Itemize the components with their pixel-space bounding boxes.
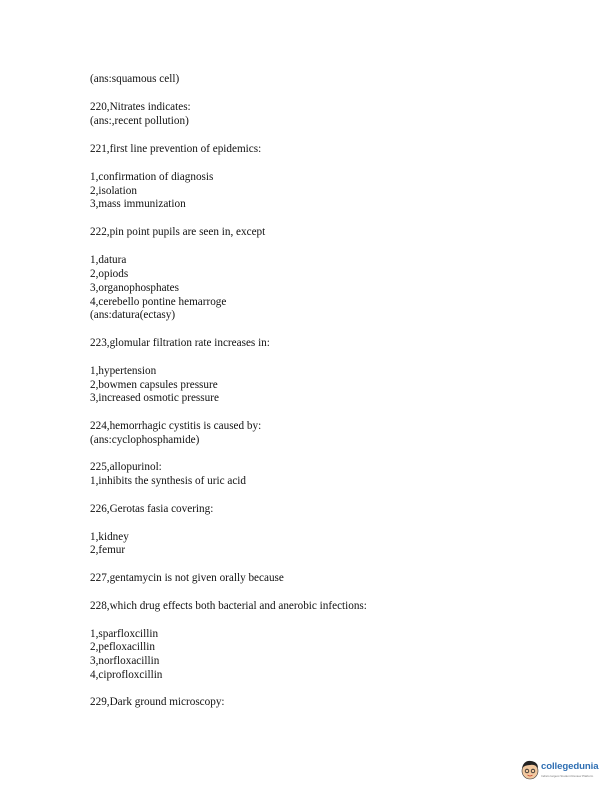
option-line: 1,hypertension	[90, 365, 157, 377]
question-224: 224,hemorrhagic cystitis is caused by:	[90, 420, 262, 432]
option-line: 3,organophosphates	[90, 282, 179, 294]
option-line: 1,sparfloxcillin	[90, 628, 159, 640]
question-225: 225,allopurinol:	[90, 461, 162, 473]
question-223: 223,glomular filtration rate increases in:	[90, 337, 270, 349]
answer-line: (ans:squamous cell)	[90, 73, 180, 85]
option-line: 4,ciprofloxcillin	[90, 669, 163, 681]
answer-line: (ans:datura(ectasy)	[90, 309, 176, 321]
option-line: 1,confirmation of diagnosis	[90, 171, 214, 183]
question-220: 220,Nitrates indicates:	[90, 101, 191, 113]
student-face-icon	[520, 759, 540, 781]
option-line: 4,cerebello pontine hemarroge	[90, 296, 227, 308]
logo-tagline: India's largest Student Review Platform	[541, 774, 594, 778]
option-line: 1,kidney	[90, 531, 129, 543]
collegedunia-logo[interactable]	[520, 757, 610, 785]
answer-line: (ans:,recent pollution)	[90, 115, 189, 127]
option-line: 3,increased osmotic pressure	[90, 392, 219, 404]
option-line: 3,mass immunization	[90, 198, 186, 210]
question-228: 228,which drug effects both bacterial and anerobic infections:	[90, 600, 367, 612]
question-226: 226,Gerotas fasia covering:	[90, 503, 214, 515]
option-line: 2,isolation	[90, 185, 137, 197]
option-line: 3,norfloxacillin	[90, 655, 160, 667]
question-227: 227,gentamycin is not given orally because	[90, 572, 284, 584]
question-221: 221,first line prevention of epidemics:	[90, 143, 262, 155]
option-line: 2,bowmen capsules pressure	[90, 379, 218, 391]
option-line: 2,femur	[90, 544, 126, 556]
question-222: 222,pin point pupils are seen in, except	[90, 226, 266, 238]
answer-line: (ans:cyclophosphamide)	[90, 434, 200, 446]
logo-wordmark: collegedunia	[541, 761, 599, 772]
option-line: 1,inhibits the synthesis of uric acid	[90, 475, 246, 487]
option-line: 2,opiods	[90, 268, 129, 280]
option-line: 2,pefloxacillin	[90, 641, 155, 653]
question-229: 229,Dark ground microscopy:	[90, 696, 225, 708]
option-line: 1,datura	[90, 254, 127, 266]
